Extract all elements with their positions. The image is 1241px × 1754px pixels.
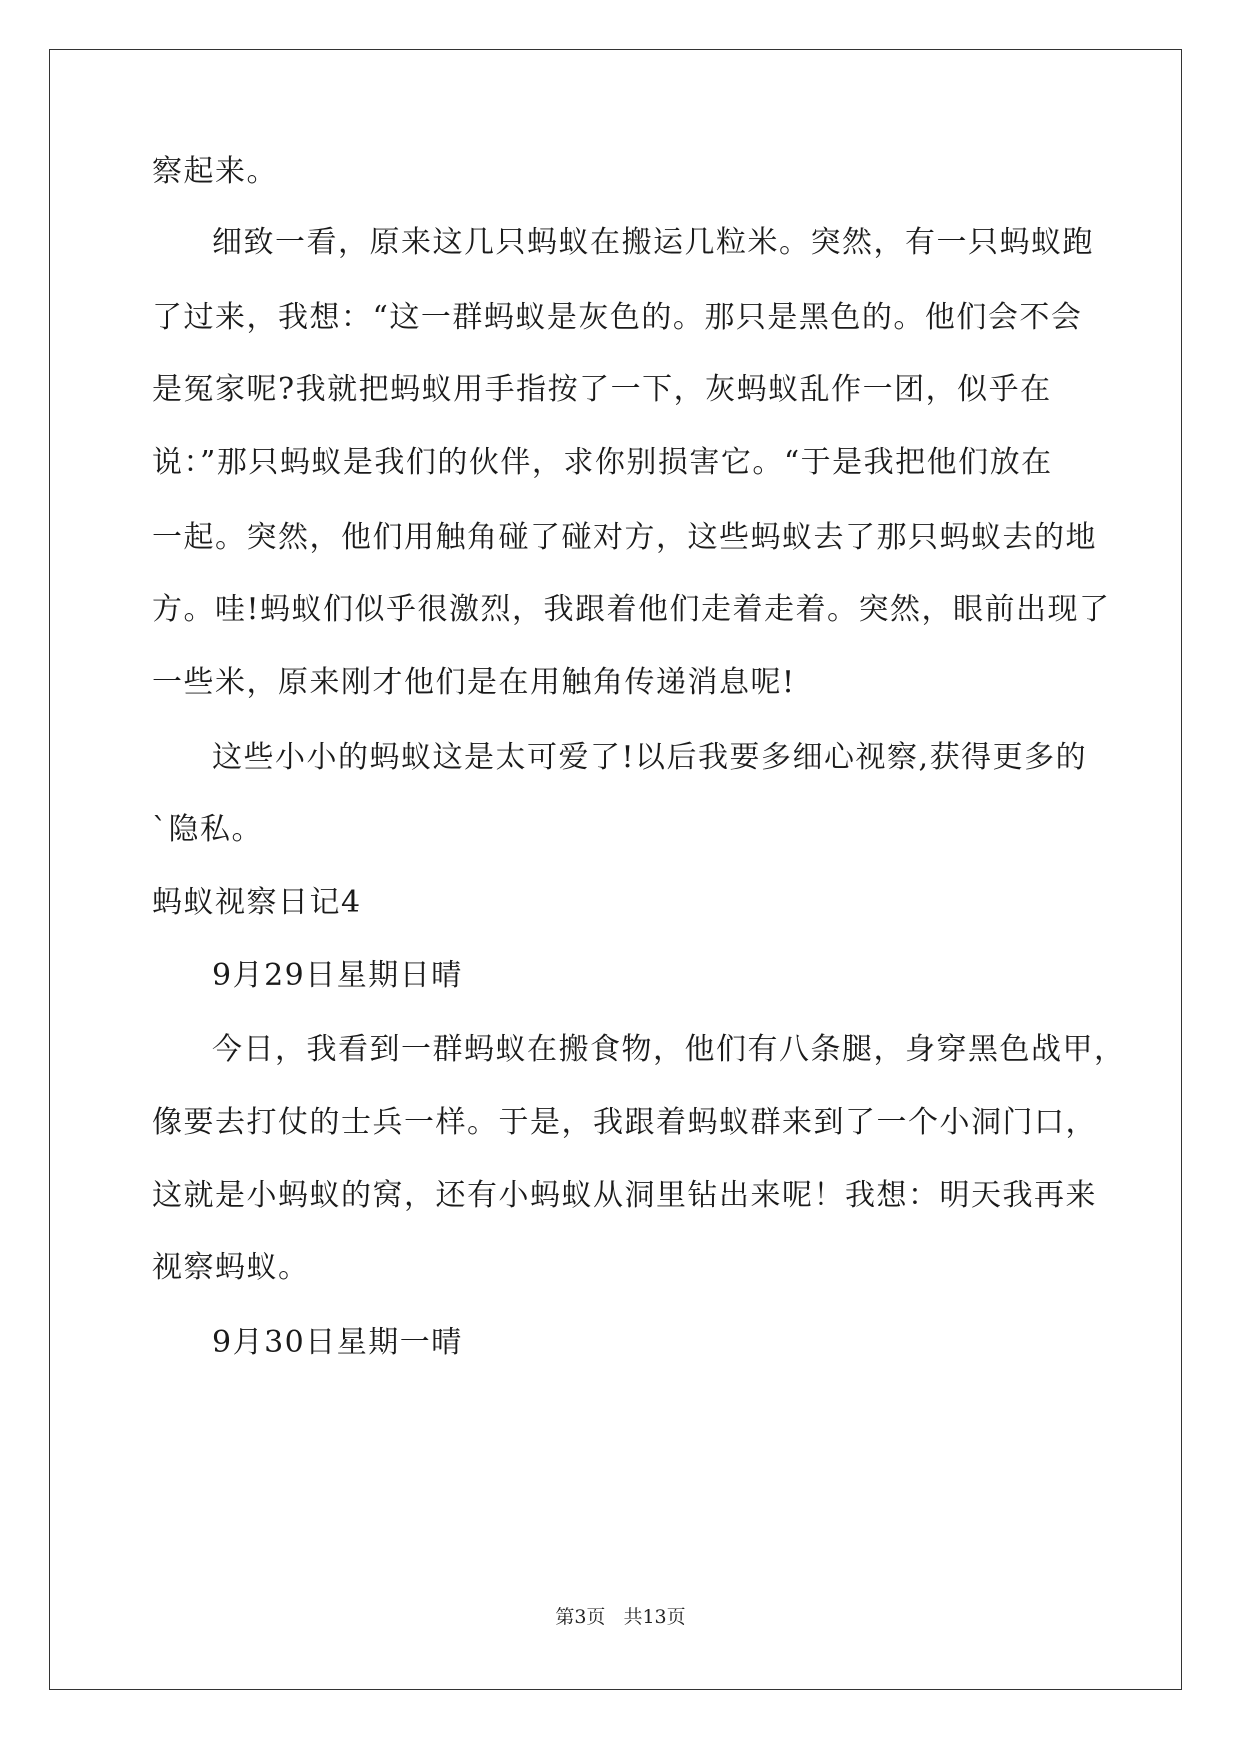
text-line: 了过来，我想：“这一群蚂蚁是灰色的。那只是黑色的。他们会不会: [152, 300, 1083, 335]
text-line: 是冤家呢?我就把蚂蚁用手指按了一下，灰蚂蚁乱作一团，似乎在: [152, 372, 1052, 407]
text-line: 这就是小蚂蚁的窝，还有小蚂蚁从洞里钻出来呢！我想：明天我再来: [152, 1178, 1097, 1213]
text-line: 方。哇!蚂蚁们似乎很激烈，我跟着他们走着走着。突然，眼前出现了: [152, 592, 1111, 627]
text-line: 像要去打仗的士兵一样。于是，我跟着蚂蚁群来到了一个小洞门口，: [152, 1105, 1097, 1140]
paragraph-start-line: 细致一看，原来这几只蚂蚁在搬运几粒米。突然，有一只蚂蚁跑: [212, 225, 1094, 260]
paragraph-start-line: 这些小小的蚂蚁这是太可爱了!以后我要多细心视察,获得更多的: [212, 740, 1088, 775]
page-total: 共13页: [623, 1606, 686, 1628]
page-footer: [0, 1605, 1241, 1629]
text-line: 一起。突然，他们用触角碰了碰对方，这些蚂蚁去了那只蚂蚁去的地: [152, 520, 1097, 555]
page-number: 第3页: [555, 1606, 606, 1628]
text-line: 一些米，原来刚才他们是在用触角传递消息呢!: [152, 665, 796, 700]
paragraph-start-line: 今日，我看到一群蚂蚁在搬食物，他们有八条腿，身穿黑色战甲，: [212, 1032, 1126, 1067]
text-line: 察起来。: [152, 154, 278, 189]
text-line: `隐私。: [152, 812, 263, 847]
section-heading: 蚂蚁视察日记4: [152, 885, 362, 920]
date-line: 9月30日星期一晴: [212, 1325, 463, 1360]
text-line: 说：”那只蚂蚁是我们的伙伴，求你别损害它。“于是我把他们放在: [152, 445, 1053, 480]
text-line: 视察蚂蚁。: [152, 1250, 310, 1285]
page-border: [49, 49, 1182, 1690]
date-line: 9月29日星期日晴: [212, 958, 463, 993]
